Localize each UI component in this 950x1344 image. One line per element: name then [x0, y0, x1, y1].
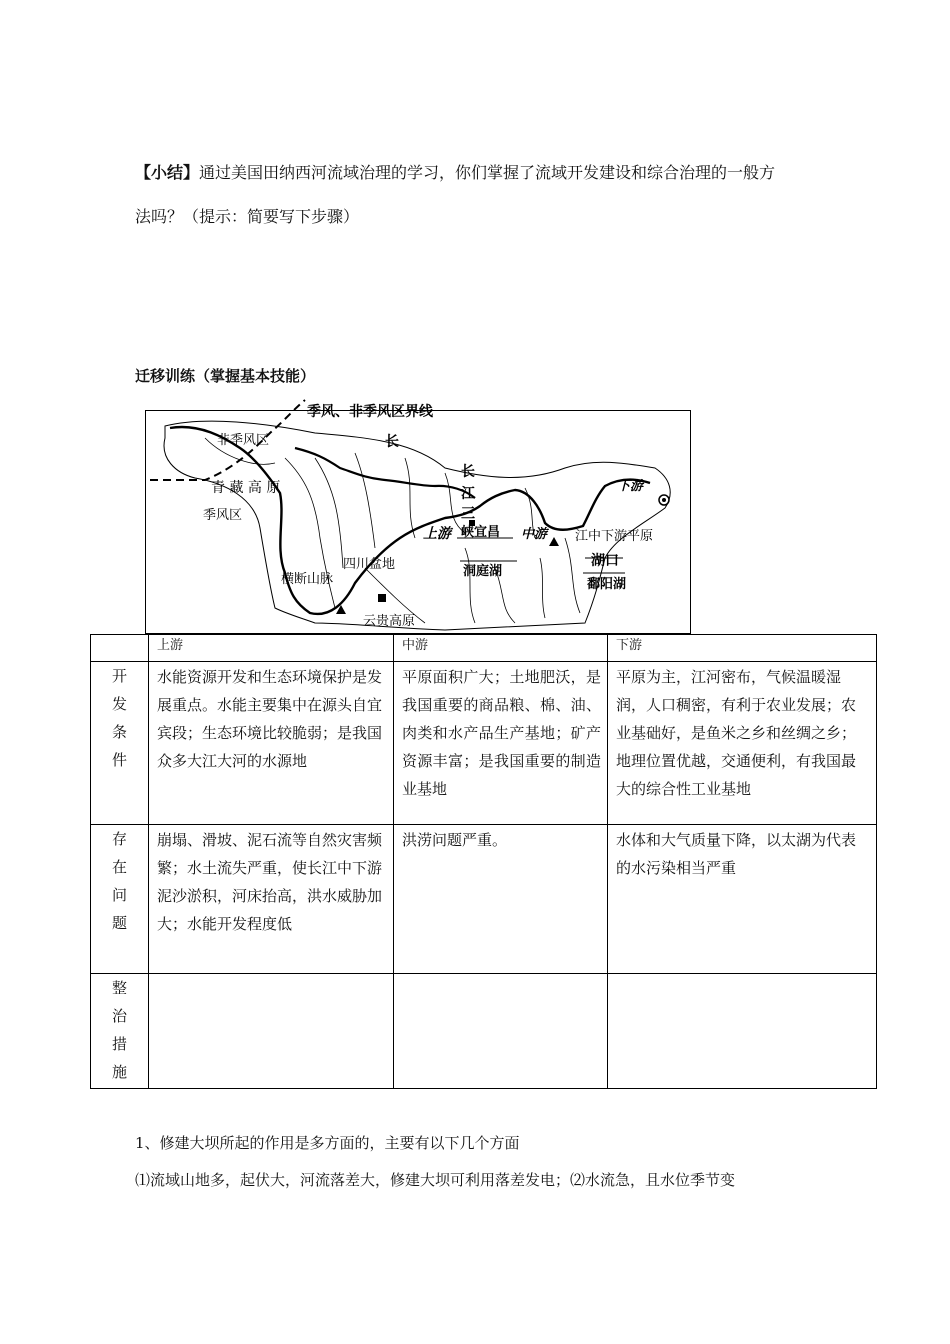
row-header-problems: 存 在 问 题	[91, 824, 149, 973]
label-plain: 江中下游平原	[575, 529, 654, 544]
upper-river-bend	[295, 448, 475, 498]
col-header-upper: 上游	[149, 635, 394, 662]
label-hukou: 湖口	[591, 553, 619, 569]
label-monsoon: 季风区	[203, 508, 243, 523]
label-dongting: 洞庭湖	[463, 564, 503, 579]
table-row	[91, 973, 877, 1088]
table-header-row	[91, 635, 877, 662]
summary-text: 通过美国田纳西河流域治理的学习，你们掌握了流域开发建设和综合治理的一般方	[199, 163, 776, 182]
label-changjiang-b: 江	[461, 486, 475, 502]
river-section-table	[90, 634, 877, 1089]
label-qingzang: 青 藏 高 原	[211, 480, 281, 496]
section-title-transfer: 迁移训练（掌握基本技能）	[135, 367, 316, 385]
label-poyang: 鄱阳湖	[587, 577, 627, 592]
question-1-answer-line: ⑴流域山地多，起伏大，河流落差大，修建大坝可利用落差发电；⑵水流急，且水位季节变	[135, 1171, 736, 1189]
label-xiayou-top: 下游	[617, 479, 644, 494]
table-row	[91, 661, 877, 824]
label-chang: 长	[385, 434, 399, 450]
label-yungui: 云贵高原	[363, 614, 416, 629]
cell-conditions-lower: 平原为主，江河密布，气候温暖湿润，人口稠密，有利于农业发展；农业基础好，是鱼米之乡和丝绸之乡；地理位置优越，交通便利，有我国最大的综合性工业基地	[608, 661, 877, 824]
table-row	[91, 824, 877, 973]
cell-problems-upper: 崩塌、滑坡、泥石流等自然灾害频繁；水土流失严重，使长江中下游泥沙淤积，河床抬高，洪水威胁加大；水能开发程度低	[149, 824, 394, 973]
yangtze-basin-map	[145, 398, 693, 634]
dam-marker-middle	[549, 537, 559, 546]
basin-outline	[164, 421, 670, 630]
cell-problems-middle: 洪涝问题严重。	[394, 824, 608, 973]
city-marker	[378, 594, 386, 602]
label-sichuan: 四川盆地	[343, 557, 396, 572]
label-changjiang-a: 长	[461, 464, 475, 480]
label-sanxia: 三	[461, 506, 475, 522]
cell-problems-lower: 水体和大气质量下降，以太湖为代表的水污染相当严重	[608, 824, 877, 973]
summary-paragraph-line1	[135, 163, 775, 183]
col-header-lower: 下游	[608, 635, 877, 662]
label-boundary: 季风、非季风区界线	[307, 404, 433, 420]
label-hengduan: 横断山脉	[281, 572, 334, 587]
cell-conditions-upper: 水能资源开发和生态环境保护是发展重点。水能主要集中在源头自宜宾段；生态环境比较脆弱；是我国众多大江大河的水源地	[149, 661, 394, 824]
row-header-conditions: 开 发 条 件	[91, 661, 149, 824]
label-shangyou: 上游	[423, 526, 451, 542]
summary-paragraph-line2: 法吗？（提示：简要写下步骤）	[135, 207, 360, 226]
label-yichang: 峡宜昌	[461, 525, 501, 540]
question-1-heading: 1、修建大坝所起的作用是多方面的，主要有以下几个方面	[135, 1134, 520, 1152]
row-header-measures: 整 治 措 施	[91, 973, 149, 1088]
cell-measures-middle[interactable]	[394, 973, 608, 1088]
label-non-monsoon: 非季风区	[217, 433, 270, 448]
cell-conditions-middle: 平原面积广大；土地肥沃，是我国重要的商品粮、棉、油、肉类和水产品生产基地；矿产资源丰富；是我国重要的制造业基地	[394, 661, 608, 824]
summary-label: 【小结】	[135, 163, 200, 182]
label-zhongyou: 中游	[521, 527, 548, 542]
cell-measures-upper[interactable]	[149, 973, 394, 1088]
cell-measures-lower[interactable]	[608, 973, 877, 1088]
col-header-middle: 中游	[394, 635, 608, 662]
